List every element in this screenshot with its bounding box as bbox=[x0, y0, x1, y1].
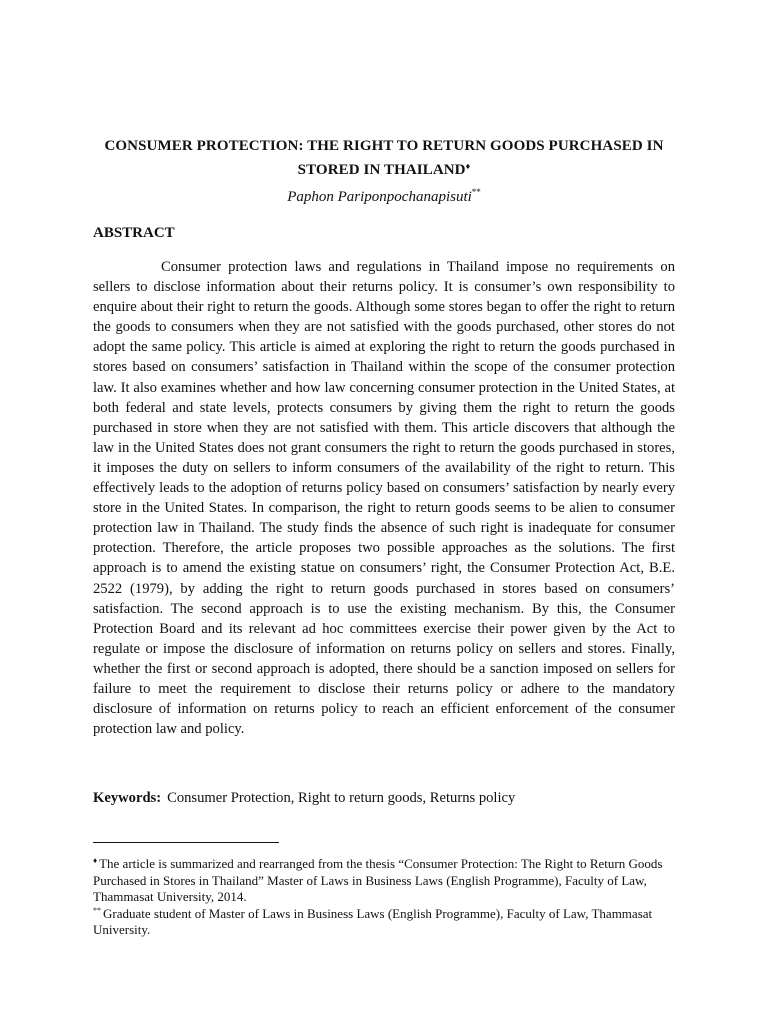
footnote-2 bbox=[93, 906, 683, 939]
footnote-2-marker: ** bbox=[93, 905, 101, 915]
footnote-1-text: The article is summarized and rearranged from the thesis “Consumer Protection: The Right to Return Goods Purchased in Stores in Thailand” Master of Laws in Business Laws (English Programme), Faculty of Law, Thammasat University, 2014. bbox=[93, 856, 663, 904]
abstract-heading: ABSTRACT bbox=[93, 225, 175, 241]
title-line-2: STORED IN THAILAND bbox=[297, 162, 466, 178]
footnotes bbox=[93, 856, 683, 939]
keywords-text: Consumer Protection, Right to return goods, Returns policy bbox=[167, 790, 516, 806]
title-footnote-marker: ♦ bbox=[465, 161, 471, 171]
keywords-label: Keywords: bbox=[93, 790, 162, 806]
author-footnote-marker: ** bbox=[471, 187, 481, 197]
title-line-1: CONSUMER PROTECTION: THE RIGHT TO RETURN GOODS PURCHASED IN bbox=[104, 138, 664, 154]
footnote-1 bbox=[93, 856, 683, 906]
footnote-1-marker: ♦ bbox=[93, 856, 98, 865]
keywords-line bbox=[93, 788, 515, 808]
paper-title bbox=[80, 134, 688, 182]
footnote-separator bbox=[93, 842, 279, 843]
author-name: Paphon Pariponpochanapisuti bbox=[287, 189, 472, 205]
abstract-body: Consumer protection laws and regulations in Thailand impose no requirements on sellers to disclose information about their returns policy. It is consumer’s own responsibility to enquire about their right to return the goods. Although some stores began to offer the right to return the goods to consumers when they are not satisfied with the goods purchased, other stores do not adopt the same policy. This article is aimed at exploring the right to return the goods purchased in stores based on consumers’ satisfaction in Thailand within the scope of the consumer protection law. It also examines whether and how law concerning consumer protection in the United States, at both federal and state levels, protects consumers by giving them the right to return the goods purchased in store when they are not satisfied with them. This article discovers that although the law in the United States does not grant consumers the right to return the goods purchased in stores, it imposes the duty on sellers to inform consumers of the availability of the right to return. This effectively leads to the adoption of returns policy based on consumers’ satisfaction by nearly every store in the United States. In comparison, the right to return goods seems to be alien to consumer protection law in Thailand. The study finds the absence of such right is inadequate for consumer protection. Therefore, the article proposes two possible approaches as the solutions. The first approach is to amend the existing statue on consumers’ right, the Consumer Protection Act, B.E. 2522 (1979), by adding the right to return goods purchased in stores based on consumers’ satisfaction. The second approach is to use the existing mechanism. By this, the Consumer Protection Board and its relevant ad hoc committees exercise their power given by the Act to regulate or impose the disclosure of information on returns policy on sellers and stores. Finally, whether the first or second approach is adopted, there should be a sanction imposed on sellers for failure to meet the requirement to disclose their returns policy or adhere to the mandatory disclosure of information on returns policy to reach an efficient enforcement of the consumer protection law and policy. bbox=[93, 259, 675, 738]
author-line bbox=[80, 187, 688, 207]
footnote-2-text: Graduate student of Master of Laws in Business Laws (English Programme), Faculty of Law, Thammasat University. bbox=[93, 905, 653, 937]
